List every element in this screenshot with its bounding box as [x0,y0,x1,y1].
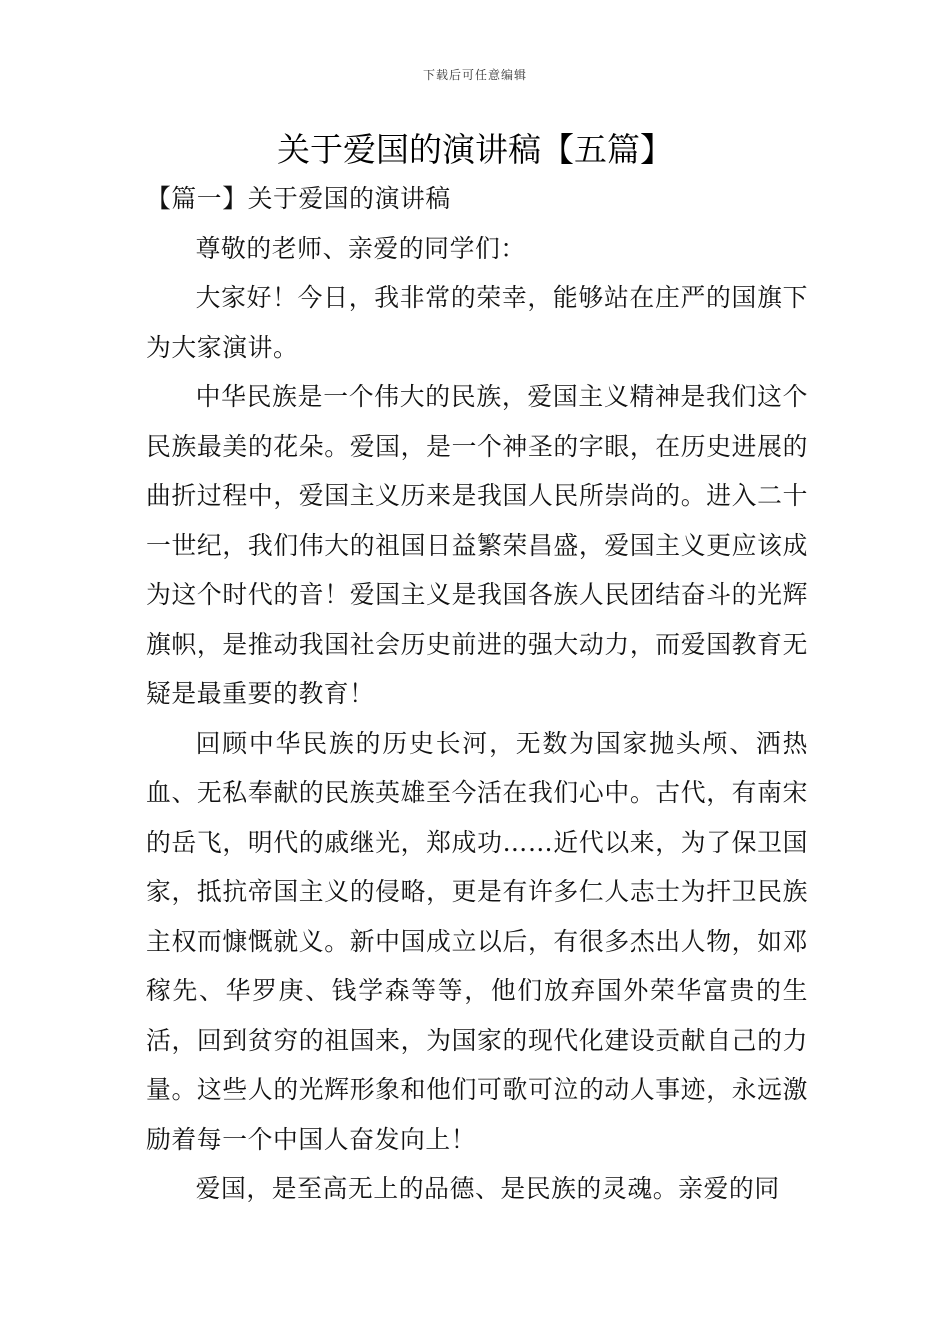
body-paragraph: 爱国，是至高无上的品德、是民族的灵魂。亲爱的同 [195,1174,780,1203]
document-title: 关于爱国的演讲稿【五篇】 [277,130,673,169]
greeting-paragraph: 大家好！今日，我非常的荣幸，能够站在庄严的国旗下为大家演讲。 [146,283,808,362]
body-paragraph: 回顾中华民族的历史长河，无数为国家抛头颅、洒热血、无私奉献的民族英雄至今活在我们心中。古代，有南宋的岳飞，明代的戚继光，郑成功……近代以来，为了保卫国家，抵抗帝国主义的侵略，更是有许多仁人志士为扞卫民族主权而慷慨就义。新中国成立以后，有很多杰出人物，如邓稼先、华罗庚、钱学森等等，他们放弃国外荣华富贵的生活，回到贫穷的祖国来，为国家的现代化建设贡献自己的力量。这些人的光辉形象和他们可歌可泣的动人事迹，永远激励着每一个中国人奋发向上！ [146,728,808,1154]
salutation-paragraph: 尊敬的老师、亲爱的同学们： [195,233,526,263]
body-paragraph: 中华民族是一个伟大的民族，爱国主义精神是我们这个民族最美的花朵。爱国，是一个神圣的字眼，在历史进展的曲折过程中，爱国主义历来是我国人民所崇尚的。进入二十一世纪，我们伟大的祖国日益繁荣昌盛，爱国主义更应该成为这个时代的音！爱国主义是我国各族人民团结奋斗的光辉旗帜，是推动我国社会历史前进的强大动力，而爱国教育无疑是最重要的教育！ [146,382,808,708]
document-body [146,174,808,1214]
section-heading: 【篇一】关于爱国的演讲稿 [146,184,451,213]
header-note: 下载后可任意编辑 [422,68,527,82]
